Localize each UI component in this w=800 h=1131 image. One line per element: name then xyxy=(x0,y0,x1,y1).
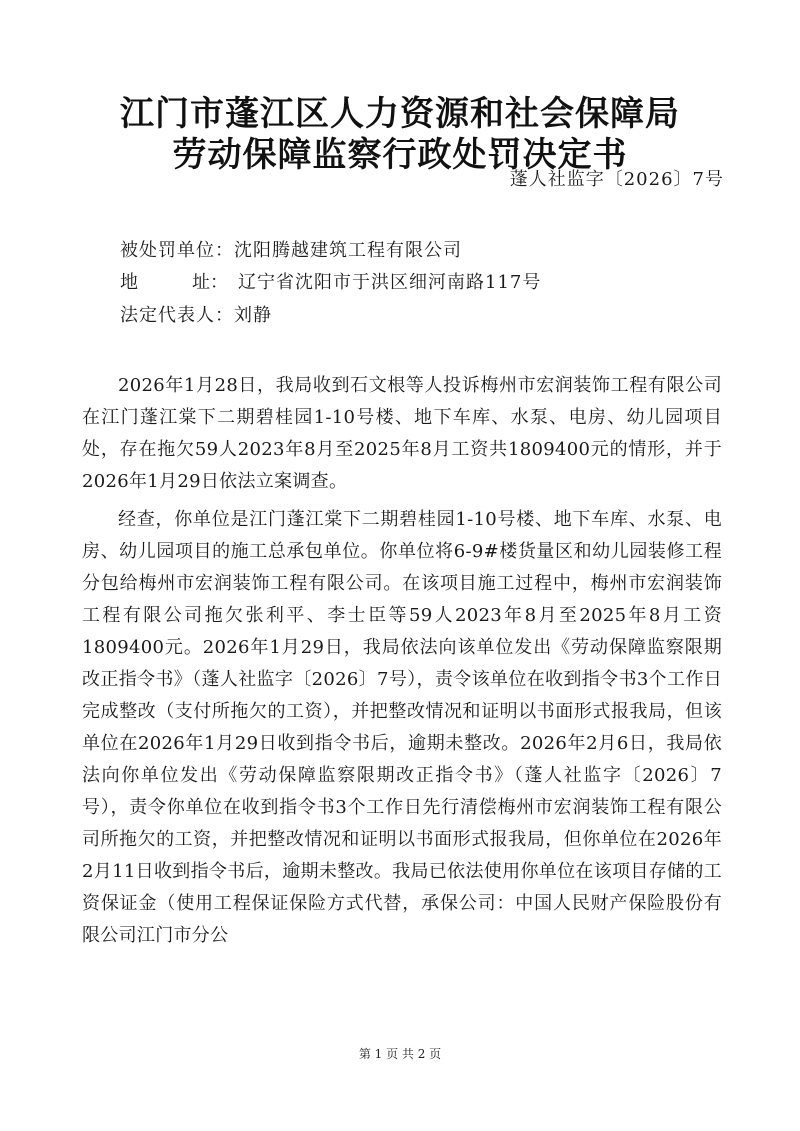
address-value: 辽宁省沈阳市于洪区细河南路117号 xyxy=(238,272,542,293)
document-number: 蓬人社监字〔2026〕7号 xyxy=(509,169,724,190)
document-body xyxy=(82,370,722,958)
body-paragraph-2: 经查，你单位是江门蓬江棠下二期碧桂园1-10号楼、地下车库、水泵、电房、幼儿园项目的施工总承包单位。你单位将6-9#楼货量区和幼儿园装修工程分包给梅州市宏润装饰工程有限公司。在该项目施工过程中，梅州市宏润装饰工程有限公司拖欠张利平、李士臣等59人2023年8月至2025年8月工资1809400元。2026年1月29日，我局依法向该单位发出《劳动保障监察限期改正指令书》（蓬人社监字〔2026〕7号），责令该单位在收到指令书3个工作日完成整改（支付所拖欠的工资），并把整改情况和证明以书面形式报我局，但该单位在2026年1月29日收到指令书后，逾期未整改。2026年2月6日，我局依法向你单位发出《劳动保障监察限期改正指令书》（蓬人社监字〔2026〕7号），责令你单位在收到指令书3个工作日先行清偿梅州市宏润装饰工程有限公司所拖欠的工资，并把整改情况和证明以书面形式报我局，但你单位在2026年2月11日收到指令书后，逾期未整改。我局已依法使用你单位在该项目存储的工资保证金（使用工程保证保险方式代替，承保公司：中国人民财产保险股份有限公司江门市分公 xyxy=(82,509,722,946)
address-label xyxy=(120,268,238,294)
penalized-unit-value: 沈阳腾越建筑工程有限公司 xyxy=(234,240,462,261)
body-paragraph-1: 2026年1月28日，我局收到石文根等人投诉梅州市宏润装饰工程有限公司在江门蓬江棠下二期碧桂园1-10号楼、地下车库、水泵、电房、幼儿园项目处，存在拖欠59人2023年8月至2025年8月工资共1809400元的情形，并于2026年1月29日依法立案调查。 xyxy=(82,375,722,492)
address-field xyxy=(120,268,541,294)
legal-rep-value: 刘静 xyxy=(234,305,272,326)
page-number: 第 1 页 共 2 页 xyxy=(358,1047,442,1061)
legal-rep-label: 法定代表人： xyxy=(120,305,234,326)
penalized-unit-label: 被处罚单位： xyxy=(120,240,234,261)
document-title-line1: 江门市蓬江区人力资源和社会保障局 xyxy=(120,94,680,134)
legal-rep-field xyxy=(120,301,272,327)
document-title-line2: 劳动保障监察行政处罚决定书 xyxy=(172,135,628,175)
address-label-part2: 址： xyxy=(192,272,228,293)
address-label-part1: 地 xyxy=(120,272,138,293)
penalized-unit-field xyxy=(120,236,462,262)
